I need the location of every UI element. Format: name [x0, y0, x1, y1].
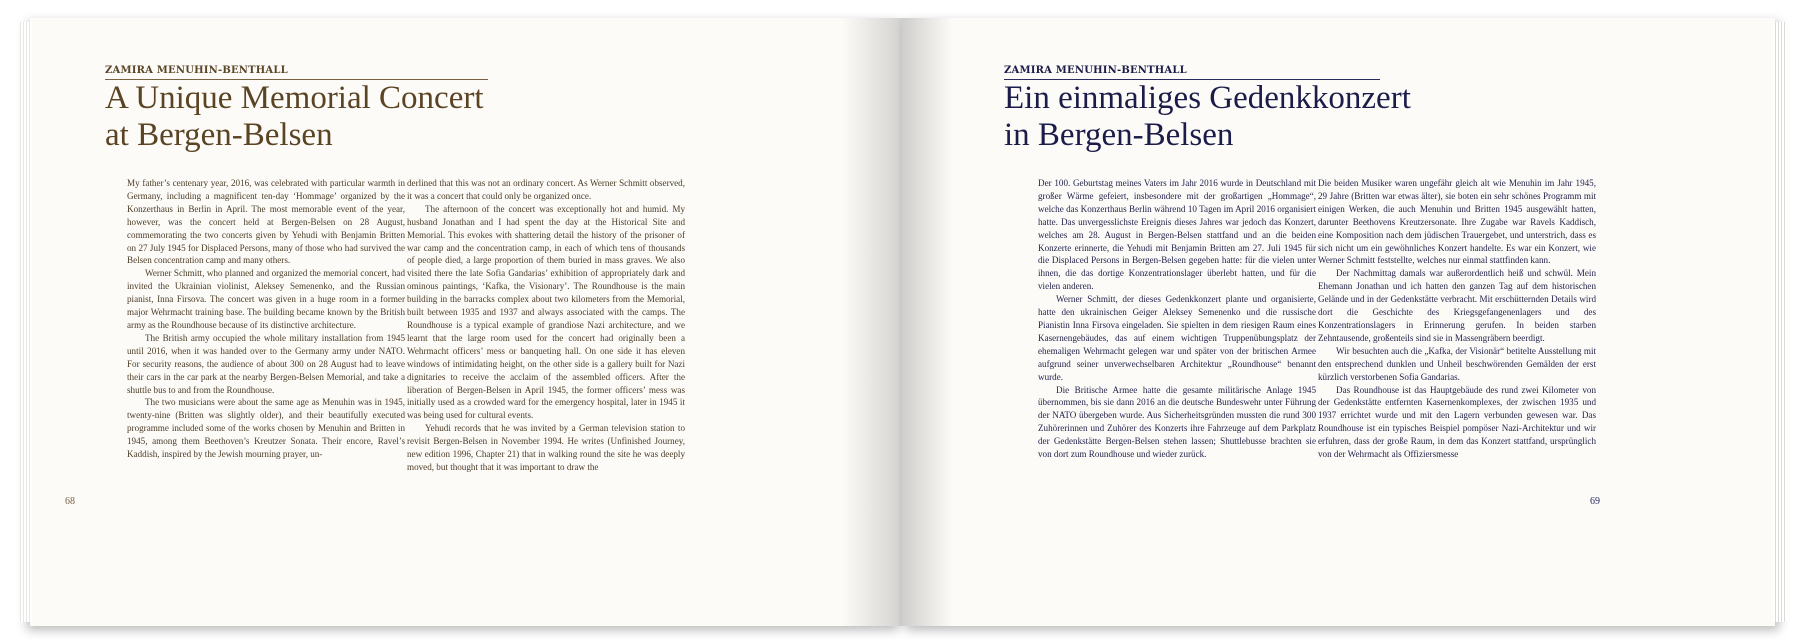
paragraph: Das Roundhouse ist das Hauptgebäude des rund zwei Kilometer von der Gedenkstätte entfernten Kasernenkomplexes, der zwischen 1935 und 1937 errichtet wurde und mit den Lagern verbunden gewesen war. Das Roundhouse ist ein typisches Beispiel pompöser Nazi-Architektur und wir erfuhren, dass der große Raum, in dem das Konzert stattfand, ursprünglich von der Wehrmacht als Offiziersmesse: [1318, 384, 1596, 460]
paragraph: Die beiden Musiker waren ungefähr gleich alt wie Menuhin im Jahr 1945, 29 Jahre (Britten war etwas älter), sie boten ein sehr schönes Programm mit einigen Werken, die auch Menuhin und Britten 1945 ausgewählt hatten, darunter Beethovens Kreutzersonate. Ihre Zugabe war Ravels Kaddisch, eine Komposition nach dem jüdischen Trauergebet, und unterstrich, dass es sich nicht um ein gewöhnliches Konzert handelte. Es war ein Konzert, wie Werner Schmitt feststellte, welches nur einmal stattfinden kann.: [1318, 178, 1596, 266]
right-page-number: 69: [1590, 496, 1600, 507]
right-title-line1: Ein einmaliges Gedenkkonzert: [1004, 80, 1411, 116]
right-column-2: [1318, 177, 1596, 461]
right-column-1: [1038, 177, 1316, 461]
paragraph: My father’s centenary year, 2016, was celebrated with particular warmth in Germany, including a magnificent ten-day ‘Hommage’ organized by the Konzerthaus in Berlin in April. The most memorable event of the year, however, was the concert held at Bergen-Belsen on 28 August, commemorating the two concerts given by Yehudi with Benjamin Britten on 27 July 1945 for Displaced Persons, many of those who had survived the Belsen concentration camp and many others.: [127, 178, 405, 266]
right-author-header: ZAMIRA MENUHIN-BENTHALL: [1004, 65, 1380, 80]
paragraph: Der 100. Geburtstag meines Vaters im Jahr 2016 wurde in Deutschland mit großer Wärme gefeiert, insbesondere mit der großartigen „Hommage“, welche das Konzerthaus Berlin während 10 Tagen im April 2016 organisiert hatte. Das unvergesslichste Ereignis dieses Jahres war jedoch das Konzert, welches am 28. August in Bergen-Belsen stattfand und an die beiden Konzerte erinnerte, die Yehudi mit Benjamin Britten am 27. Juli 1945 für die Displaced Persons in Bergen-Belsen gegeben hatte: für die vielen unter ihnen, die das dortige Konzentrationslager überlebt hatten, und für die vielen anderen.: [1038, 178, 1316, 292]
paragraph: The two musicians were about the same age as Menuhin was in 1945, twenty-nine (Britten was slightly older), and their beautifully executed programme included some of the works chosen by Menuhin and Britten in 1945, among them Beethoven’s Kreutzer Sonata. Their encore, Ravel’s Kaddish, inspired by the Jewish mourning prayer, un-: [127, 397, 405, 460]
paragraph: The British army occupied the whole military installation from 1945 until 2016, when it was handed over to the Germany army under NATO. For security reasons, the audience of about 300 on 28 August had to leave their cars in the car park at the nearby Bergen-Belsen Memorial, and take a shuttle bus to and from the Roundhouse.: [127, 332, 405, 395]
paragraph: Yehudi records that he was invited by a German television station to revisit Bergen-Belsen in November 1994. He writes (Unfinished Journey, new edition 1996, Chapter 21) that in walking round the site he was deeply moved, but thought that it was important to draw the: [407, 423, 685, 472]
left-title-line2: at Bergen-Belsen: [105, 117, 333, 153]
right-page-edges: [1773, 22, 1787, 622]
right-page-title: [1004, 80, 1524, 154]
right-title-line2: in Bergen-Belsen: [1004, 117, 1234, 153]
left-page-number: 68: [65, 496, 75, 507]
paragraph: Werner Schmitt, der dieses Gedenkkonzert plante und organisierte, hatte den ukrainischen Geiger Aleksey Semenenko und die russische Pianistin Inna Firsova eingeladen. Sie spielten in dem riesigen Raum eines Kasernengebäudes, das auf einem wichtigen Truppenübungsplatz der ehemaligen Wehrmacht gelegen war und später von der britischen Armee aufgrund seiner unverwechselbaren Architektur „Roundhouse“ benannt wurde.: [1038, 294, 1316, 382]
paragraph: Der Nachmittag damals war außerordentlich heiß und schwül. Mein Ehemann Jonathan und ich hatten den ganzen Tag auf dem historischen Gelände und in der Gedenkstätte verbracht. Mit erschütternden Details wird dort die Geschichte des Kriegsgefangenenlagers und des Konzentrationslagers in Erinnerung gerufen. In beiden starben Zehntausende, großenteils sind sie in Massengräbern beerdigt.: [1318, 268, 1596, 343]
left-column-2: [407, 177, 685, 474]
right-gutter-shadow: [902, 18, 952, 626]
left-page-edges: [20, 22, 32, 622]
paragraph: Die Britische Armee hatte die gesamte militärische Anlage 1945 übernommen, bis sie dann 2016 an die deutsche Bundeswehr unter Führung der NATO übergeben wurde. Aus Sicherheitsgründen mussten die rund 300 Zuhörerinnen und Zuhörer des Konzerts ihre Fahrzeuge auf dem Parkplatz der Gedenkstätte Bergen-Belsen stehen lassen; Shuttlebusse brachten sie von dort zum Roundhouse und wieder zurück.: [1038, 384, 1316, 460]
book-spread: [30, 18, 1775, 626]
left-page: [30, 18, 902, 626]
left-author-header: ZAMIRA MENUHIN-BENTHALL: [105, 65, 488, 80]
paragraph: derlined that this was not an ordinary concert. As Werner Schmitt observed, it was a concert that could only be organized once.: [407, 178, 685, 201]
left-column-1: [127, 177, 405, 461]
paragraph: The afternoon of the concert was exceptionally hot and humid. My husband Jonathan and I had spent the day at the Historical Site and Memorial. This evokes with shattering detail the history of the prisoner of war camp and the concentration camp, in each of which tens of thousands of people died, a large proportion of them buried in mass graves. We also visited there the late Sofia Gandarias’ exhibition of appropriately dark and ominous paintings, ‘Kafka, the Visionary’. The Roundhouse is the main building in the barracks complex about two kilometers from the Memorial, built between 1935 and 1937 and always associated with the camps. The Roundhouse is a typical example of grandiose Nazi architecture, and we learnt that the large room used for the concert had originally been a Wehrmacht officers’ mess or banqueting hall. On one side it has eleven windows of intimidating height, on the other side is a gallery built for Nazi dignitaries to receive the acclaim of the assembled officers. After the liberation of Bergen-Belsen in April 1945, the former officers’ mess was initially used as a crowded ward for the emergency hospital, later in 1945 it was being used for cultural events.: [407, 203, 685, 421]
paragraph: Werner Schmitt, who planned and organized the memorial concert, had invited the Ukrainian violinist, Aleksey Semenenko, and the Russian pianist, Inna Firsova. The concert was given in a huge room in a former major Wehrmacht training base. The building became known by the British army as the Roundhouse because of its distinctive architecture.: [127, 268, 405, 330]
left-page-title: [105, 80, 625, 154]
paragraph: Wir besuchten auch die „Kafka, der Visionär“ betitelte Ausstellung mit den entsprechend dunklen und Unheil beschwörenden Gemälden der erst kürzlich verstorbenen Sofia Gandarias.: [1318, 345, 1596, 382]
left-gutter-shadow: [842, 18, 902, 626]
left-title-line1: A Unique Memorial Concert: [105, 80, 484, 116]
right-page: [902, 18, 1775, 626]
